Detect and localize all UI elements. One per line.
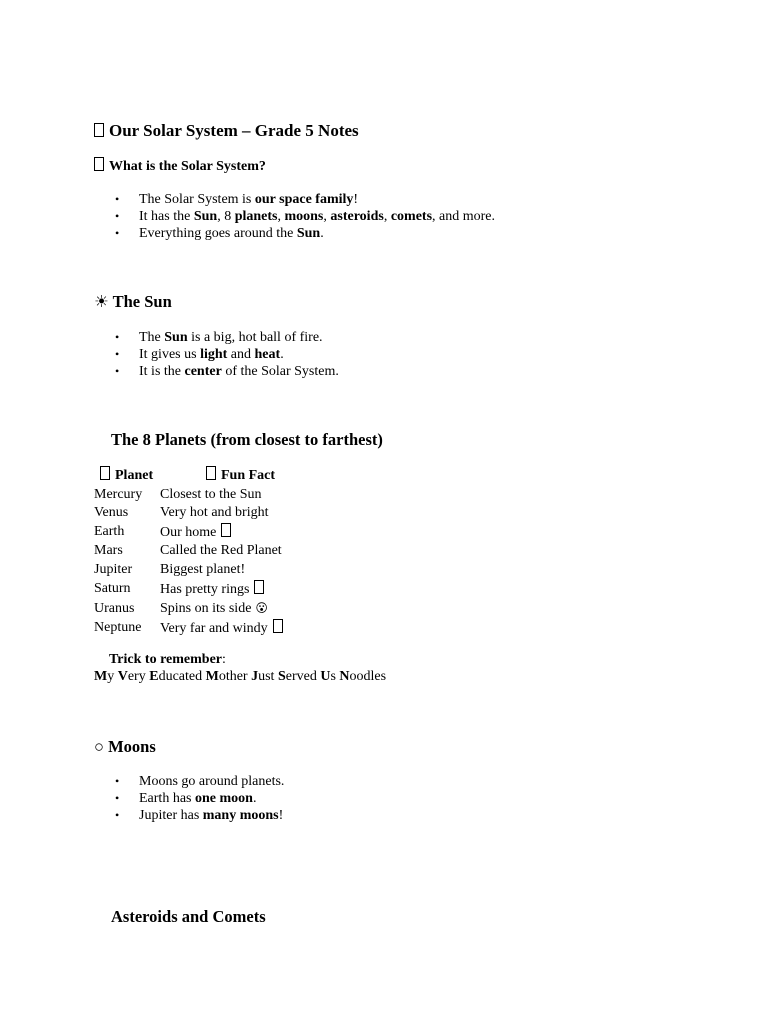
mnemonic-line	[94, 669, 386, 685]
sun-list	[115, 329, 339, 380]
page-title-text: Our Solar System – Grade 5 Notes	[109, 121, 359, 140]
list-item	[115, 807, 284, 824]
mnemonic-initial: V	[117, 669, 128, 684]
section-heading-sun	[94, 292, 172, 312]
section-heading-what	[94, 157, 266, 175]
list-item-bold-text: many moons	[202, 808, 279, 823]
list-item-bold-text: planets	[234, 209, 278, 224]
planets-table-body	[92, 486, 290, 639]
planet-fact-cell	[158, 523, 290, 543]
moons-list	[115, 773, 284, 824]
table-header-planet-text: Planet	[115, 468, 154, 483]
planet-name: Uranus	[94, 600, 135, 616]
list-item	[115, 773, 284, 790]
table-header-fact	[158, 466, 290, 486]
planet-fact-cell	[158, 561, 290, 580]
mnemonic-rest: y	[107, 669, 118, 684]
list-item-text: Jupiter has	[139, 808, 203, 823]
list-item-bold-text: one moon	[194, 791, 253, 806]
planet-fact-cell	[158, 619, 290, 639]
page-title	[94, 121, 359, 141]
mnemonic-initial: M	[94, 669, 108, 684]
list-item-bold-text: comets	[390, 209, 433, 224]
planet-fact-cell	[158, 599, 290, 619]
table-row	[92, 523, 290, 543]
moon-icon: ○	[94, 737, 104, 756]
list-item-text: .	[280, 347, 284, 362]
list-item-text: , and more.	[432, 209, 495, 224]
emoji-icon	[273, 619, 283, 633]
planet-fact-cell	[158, 580, 290, 600]
emoji-icon	[221, 523, 231, 537]
section-heading-moons	[94, 737, 156, 757]
table-row	[92, 504, 290, 523]
list-item-bold-text: heat	[254, 347, 281, 362]
list-item-bold-text: Sun	[164, 330, 188, 345]
table-header-row	[92, 466, 290, 486]
list-item	[115, 329, 339, 346]
mnemonic-initial: U	[320, 669, 331, 684]
planet-fact: Has pretty rings	[160, 581, 250, 597]
table-row	[92, 542, 290, 561]
planet-icon	[100, 466, 110, 480]
section-heading-what-text: What is the Solar System?	[109, 159, 266, 174]
list-item-bold-text: center	[184, 364, 222, 379]
list-item-text: It is the	[139, 364, 185, 379]
section-heading-asteroids	[111, 907, 266, 927]
planet-fact-cell	[158, 486, 290, 505]
mnemonic-initial: S	[277, 669, 286, 684]
planets-table	[92, 466, 290, 638]
list-item-text: The	[139, 330, 165, 345]
planet-name: Earth	[94, 524, 125, 540]
table-row	[92, 599, 290, 619]
mnemonic-rest: other	[218, 669, 252, 684]
star-icon	[206, 466, 216, 480]
table-header-fact-text: Fun Fact	[221, 468, 276, 483]
what-list	[115, 191, 495, 242]
sun-icon: ☀	[94, 292, 109, 311]
mnemonic-initial: E	[149, 669, 159, 684]
planet-fact: Spins on its side	[160, 601, 252, 617]
planet-fact: Very hot and bright	[160, 505, 269, 521]
list-item	[115, 346, 339, 363]
list-item-text: Everything goes around the	[139, 226, 297, 241]
mnemonic-initial: N	[339, 669, 350, 684]
list-item-text: It gives us	[139, 347, 201, 362]
planet-fact: Closest to the Sun	[160, 486, 262, 502]
list-item-text: ,	[383, 209, 391, 224]
planet-fact: Biggest planet!	[160, 561, 246, 577]
list-item-bold-text: light	[200, 347, 228, 362]
list-item-bold-text: moons	[284, 209, 324, 224]
mnemonic-rest: oodles	[349, 669, 387, 684]
planet-fact-cell	[158, 542, 290, 561]
planet-fact: Called the Red Planet	[160, 543, 282, 559]
list-item	[115, 208, 495, 225]
mnemonic-rest: s	[330, 669, 340, 684]
list-item-text: The Solar System is	[139, 192, 255, 207]
planet-fact-cell	[158, 504, 290, 523]
trick-colon: :	[222, 652, 226, 667]
list-item-bold-text: Sun	[193, 209, 218, 224]
list-item-text: Moons go around planets.	[139, 774, 285, 789]
list-item-text: ,	[323, 209, 331, 224]
list-item	[115, 191, 495, 208]
planet-fact: Very far and windy	[160, 620, 268, 636]
table-row	[92, 580, 290, 600]
mnemonic-rest: erved	[285, 669, 321, 684]
list-item-text: , 8	[217, 209, 235, 224]
mnemonic-rest: ust	[258, 669, 278, 684]
section-heading-moons-text: Moons	[108, 737, 156, 756]
planet-name: Neptune	[94, 620, 142, 636]
mnemonic-initial: M	[205, 669, 219, 684]
list-item	[115, 363, 339, 380]
list-item-text: .	[252, 791, 257, 806]
section-heading-planets-text: The 8 Planets (from closest to farthest)	[111, 430, 383, 449]
planet-fact: Our home	[160, 524, 217, 540]
table-header-planet	[92, 466, 158, 486]
mnemonic-initial: J	[251, 669, 259, 684]
planet-icon	[94, 123, 104, 137]
planet-name: Mars	[94, 543, 123, 559]
list-item-text: It has the	[139, 209, 194, 224]
list-item-text: Earth has	[139, 791, 195, 806]
trick-label	[109, 652, 226, 668]
table-row	[92, 619, 290, 639]
planet-name: Jupiter	[94, 561, 133, 577]
table-row	[92, 486, 290, 505]
list-item-bold-text: our space family	[254, 192, 354, 207]
section-heading-planets	[111, 430, 383, 450]
list-item-bold-text: Sun	[296, 226, 321, 241]
list-item-text: of the Solar System.	[221, 364, 339, 379]
list-item-text: and	[227, 347, 255, 362]
surprised-face-icon: 😮	[255, 601, 268, 616]
list-item-text: ,	[277, 209, 285, 224]
section-heading-asteroids-text: Asteroids and Comets	[111, 907, 266, 926]
section-heading-sun-text: The Sun	[112, 292, 172, 311]
trick-label-text: Trick to remember	[109, 652, 222, 667]
planet-name: Mercury	[94, 486, 143, 502]
emoji-icon	[254, 580, 264, 594]
list-item-text: !	[353, 192, 359, 207]
list-item-text: .	[320, 226, 324, 241]
list-item-text: !	[278, 808, 284, 823]
planet-name: Venus	[94, 505, 129, 521]
list-item	[115, 225, 495, 242]
table-row	[92, 561, 290, 580]
planet-name: Saturn	[94, 581, 131, 597]
question-icon	[94, 157, 104, 171]
mnemonic-rest: ducated	[158, 669, 206, 684]
mnemonic-rest: ery	[127, 669, 150, 684]
list-item	[115, 790, 284, 807]
list-item-text: is a big, hot ball of fire.	[187, 330, 323, 345]
list-item-bold-text: asteroids	[330, 209, 384, 224]
